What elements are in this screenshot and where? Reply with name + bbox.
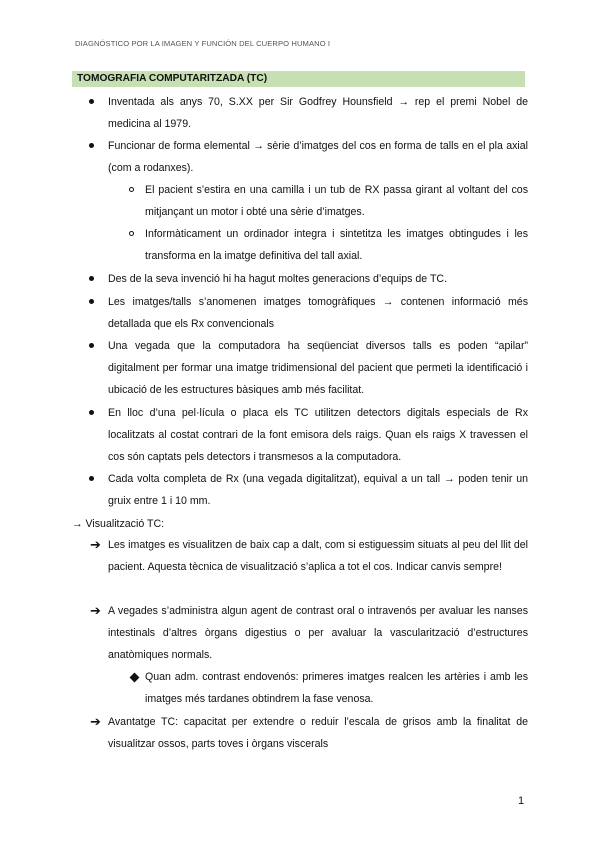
bullet-marker: [89, 402, 94, 424]
visualitzacio-item: A vegades s’administra algun agent de contrast oral o intravenós per avaluar les nanses intestinals d’altres òrgans digestius o per avaluar la vascularització d’estructures anatòmiques normals.: [108, 605, 528, 661]
sub-bullet-item: Informàticament un ordinador integra i sintetitza les imatges obtingudes i les transforma en la imatge definitiva del tall axial.: [145, 228, 528, 262]
arrow-marker: ➔: [90, 537, 101, 552]
page-number: 1: [518, 795, 525, 807]
bullet-marker: [89, 335, 94, 357]
arrow-marker: ➔: [90, 714, 101, 729]
sub-bullet-marker: [129, 179, 134, 201]
bullet-marker: [89, 268, 94, 290]
bullet-marker: [89, 135, 94, 157]
sub-bullet-item: El pacient s’estira en una camilla i un tub de RX passa girant al voltant del cos mitjançant un motor i obté una sèrie d’imatges.: [145, 184, 528, 218]
bullet-marker: [89, 468, 94, 490]
diamond-bullet: [130, 673, 140, 683]
bullet-item: Inventada als anys 70, S.XX per Sir Godfrey Hounsfield → rep el premi Nobel de medicina al 1979.: [108, 96, 528, 130]
running-header: DIAGNÓSTICO POR LA IMAGEN Y FUNCIÓN DEL CUERPO HUMANO I: [75, 39, 331, 48]
section-title: TOMOGRAFIA COMPUTARITZADA (TC): [72, 71, 525, 87]
bullet-marker: [89, 91, 94, 113]
visualitzacio-item: Les imatges es visualitzen de baix cap a dalt, com si estiguessim situats al peu del llit del pacient. Aquesta tècnica de visualització s’aplica a tot el cos. Indicar canvis sempre!: [108, 539, 528, 573]
bullet-item: Cada volta completa de Rx (una vegada digitalitzat), equival a un tall → poden tenir un gruix entre 1 i 10 mm.: [108, 473, 528, 507]
bullet-item: Una vegada que la computadora ha seqüenciat diversos talls es poden “apilar” digitalment per formar una imatge tridimensional del pacient que permeti la identificació i ubicació de les estructures bàsiques amb més facilitat.: [108, 340, 528, 396]
bullet-item: Des de la seva invenció hi ha hagut moltes generacions d’equips de TC.: [108, 273, 448, 285]
visualitzacio-heading: → Visualització TC:: [72, 518, 165, 530]
bullet-item: Les imatges/talls s’anomenen imatges tomogràfiques → contenen informació més detallada que els Rx convencionals: [108, 296, 528, 330]
visualitzacio-sub-item: Quan adm. contrast endovenós: primeres imatges realcen les artèries i amb les imatges més tardanes obtindrem la fase venosa.: [145, 671, 528, 705]
arrow-marker: ➔: [90, 603, 101, 618]
visualitzacio-item: Avantatge TC: capacitat per extendre o reduir l’escala de grisos amb la finalitat de visualitzar ossos, parts toves i òrgans viscerals: [108, 716, 528, 750]
bullet-item: Funcionar de forma elemental → sèrie d’imatges del cos en forma de talls en el pla axial (com a rodanxes).: [108, 140, 528, 174]
sub-bullet-marker: [129, 223, 134, 245]
bullet-marker: [89, 291, 94, 313]
bullet-item: En lloc d’una pel·lícula o placa els TC utilitzen detectors digitals especials de Rx localitzats al costat contrari de la font emisora dels raigs. Quan els raigs X travessen el cos són captats pels detectors i transmesos a la computadora.: [108, 407, 528, 463]
